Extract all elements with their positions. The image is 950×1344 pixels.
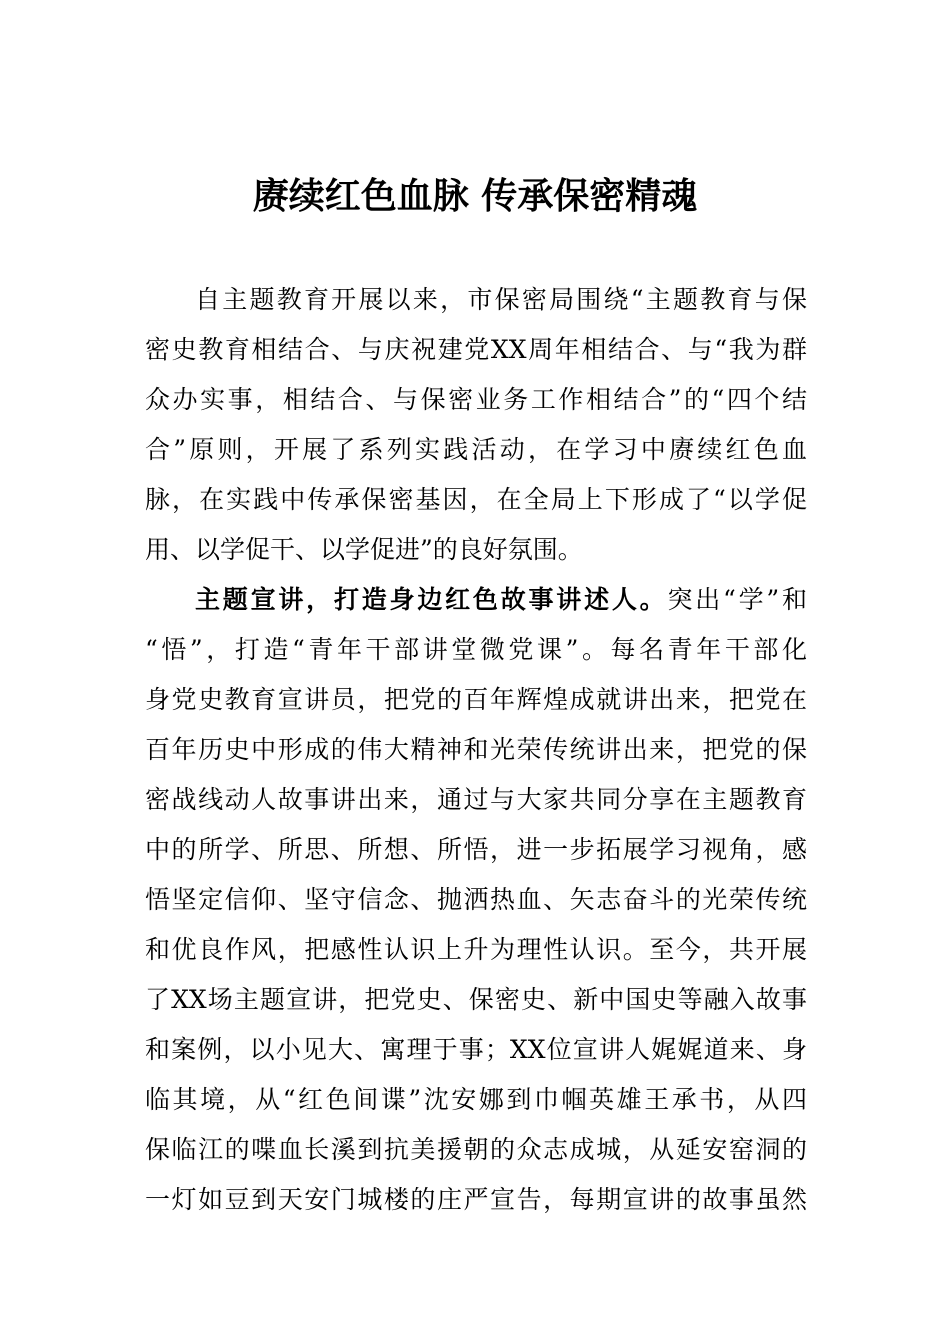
paragraph-intro bbox=[145, 275, 807, 575]
paragraph-first-line bbox=[145, 575, 807, 625]
paragraph-line: 临其境，从“红色间谍”沈安娜到巾帼英雄王承书，从四 bbox=[145, 1085, 807, 1114]
paragraph-line: 密史教育相结合、与庆祝建党XX周年相结合、与“我为群 bbox=[145, 335, 807, 364]
paragraph-line: 一灯如豆到天安门城楼的庄严宣告，每期宣讲的故事虽然 bbox=[145, 1185, 807, 1214]
paragraph-line: 中的所学、所思、所想、所悟，进一步拓展学习视角，感 bbox=[145, 835, 807, 864]
paragraph-line: “悟”，打造“青年干部讲堂微党课”。每名青年干部化 bbox=[145, 635, 807, 664]
paragraph-line: 密战线动人故事讲出来，通过与大家共同分享在主题教育 bbox=[145, 785, 807, 814]
paragraph-line: 众办实事，相结合、与保密业务工作相结合”的“四个结 bbox=[145, 385, 807, 414]
paragraph-line: 合”原则，开展了系列实践活动，在学习中赓续红色血 bbox=[145, 435, 807, 464]
paragraph-line: 和案例，以小见大、寓理于事；XX位宣讲人娓娓道来、身 bbox=[145, 1035, 807, 1064]
paragraph-line: 用、以学促干、以学促进”的良好氛围。 bbox=[145, 535, 583, 564]
document-body bbox=[145, 275, 807, 1225]
paragraph-line: 自主题教育开展以来，市保密局围绕“主题教育与保 bbox=[195, 285, 807, 314]
paragraph-line: 脉，在实践中传承保密基因，在全局上下形成了“以学促 bbox=[145, 485, 807, 514]
paragraph-line: 和优良作风，把感性认识上升为理性认识。至今，共开展 bbox=[145, 935, 807, 964]
heading-line-rest: 突出“学”和 bbox=[667, 585, 807, 614]
paragraph-theme-lecture bbox=[145, 575, 807, 1225]
paragraph-line: 百年历史中形成的伟大精神和光荣传统讲出来，把党的保 bbox=[145, 735, 807, 764]
paragraph-line: 身党史教育宣讲员，把党的百年辉煌成就讲出来，把党在 bbox=[145, 685, 807, 714]
document-title: 赓续红色血脉 传承保密精魂 bbox=[252, 175, 698, 217]
paragraph-line: 悟坚定信仰、坚守信念、抛洒热血、矢志奋斗的光荣传统 bbox=[145, 885, 807, 914]
paragraph-line: 了XX场主题宣讲，把党史、保密史、新中国史等融入故事 bbox=[145, 985, 807, 1014]
section-heading: 主题宣讲，打造身边红色故事讲述人。 bbox=[195, 585, 668, 614]
paragraph-line: 保临江的喋血长溪到抗美援朝的众志成城，从延安窑洞的 bbox=[145, 1135, 807, 1164]
